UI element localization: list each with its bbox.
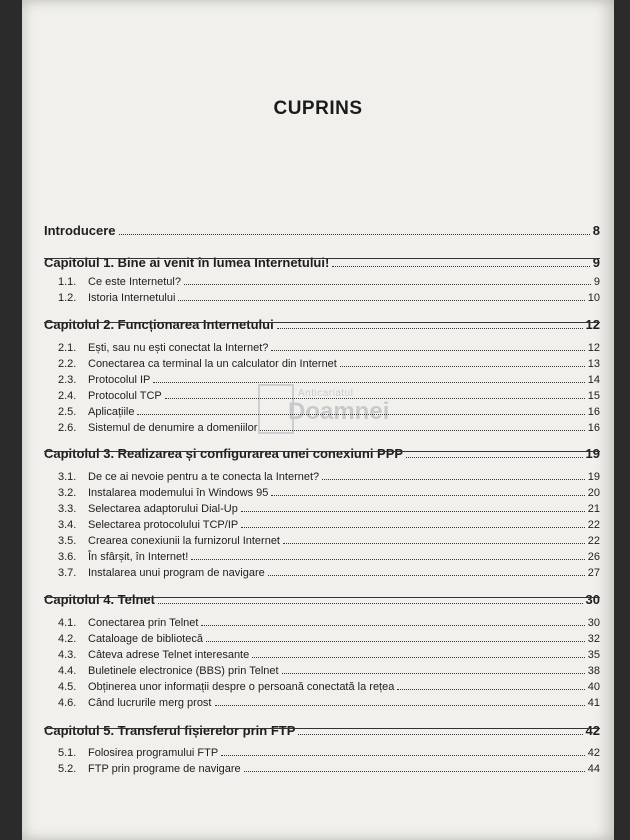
toc-entry-text: Crearea conexiunii la furnizorul Internet [88,535,280,547]
toc-entry-label [58,665,279,677]
toc-entry-label [58,374,150,386]
dot-leader [397,688,584,690]
toc-entry-text: Când lucrurile merg prost [88,697,212,709]
chapter-divider-line [44,597,600,598]
toc-entry-text: Capitolul 3. Realizarea și configurarea unei conexiuni PPP [44,446,404,461]
toc-entry-text: Ce este Internetul? [88,276,181,288]
toc-page-number: 9 [593,276,600,288]
toc-entry-text: Istoria Internetului [88,292,176,304]
toc-page-number: 38 [587,665,600,677]
chapter-divider-line [44,258,600,259]
toc-entry-label [58,276,181,288]
toc-chapter-row [44,316,600,332]
toc-entry-text: Selectarea protocolului TCP/IP [88,519,239,531]
toc-section-row [44,418,600,434]
toc-entry-label [58,292,175,304]
book-page [22,0,614,840]
chapter-divider-line [44,322,600,323]
toc-entry-label [58,763,241,775]
toc-entry-text: Obținerea unor informații despre o persoană conectată la rețea [88,681,395,693]
toc-entry-number: 3.4. [58,519,77,531]
toc-page-number: 42 [587,747,600,759]
toc-entry-label [44,592,155,607]
toc-entry-text: Capitolul 1. Bine ai venit în lumea Internetului! [44,255,330,270]
toc-entry-number: 3.1. [58,471,77,483]
dot-leader [332,265,589,267]
toc-section-row [44,547,600,563]
toc-entry-number: 2.2. [58,358,77,370]
dot-leader [271,494,584,496]
toc-section-row [44,402,600,418]
toc-entry-label [58,471,319,483]
toc-entry-number: 1.2. [58,292,77,304]
toc-section-row [44,629,600,645]
toc-entry-number: 5.1. [58,747,77,759]
toc-section-row [44,613,600,629]
toc-section-row [44,386,600,402]
toc-section-row [44,743,600,759]
toc-page-number: 35 [587,649,600,661]
toc-entry-text: Protocolul TCP [88,390,162,402]
toc-entry-number: 4.6. [58,697,77,709]
toc-page-number: 41 [587,697,600,709]
toc-section-row [44,693,600,709]
toc-entry-number: 2.3. [58,374,77,386]
toc-entry-label [58,519,238,531]
dot-leader [153,381,584,383]
dot-leader [178,299,584,301]
toc-section-row [44,645,600,661]
toc-entry-text: Folosirea programului FTP [88,747,219,759]
dot-leader [268,574,585,576]
toc-entry-label [58,633,203,645]
toc-page-number: 12 [585,317,600,332]
toc-entry-label [58,567,265,579]
toc-page-number: 26 [587,551,600,563]
toc-entry-text: Protocolul IP [88,374,151,386]
toc-entry-number: 2.6. [58,422,77,434]
toc-entry-text: Conectarea ca terminal la un calculator din Internet [88,358,337,370]
dot-leader [206,640,585,642]
toc-page-number: 9 [592,255,600,270]
toc-entry-label [58,358,337,370]
toc-section-row [44,288,600,304]
toc-page-number: 21 [587,503,600,515]
toc-entry-label [58,697,212,709]
toc-page-number: 44 [587,763,600,775]
toc-page-number: 22 [587,535,600,547]
toc-section-row [44,272,600,288]
toc-entry-number: 5.2. [58,763,77,775]
toc-entry-text: Capitolul 2. Funcționarea Internetului [44,317,274,332]
toc-chapter-row [44,591,600,607]
toc-entry-number: 3.5. [58,535,77,547]
toc-page-number: 19 [585,446,600,461]
toc-section-row [44,483,600,499]
toc-entry-number: 4.5. [58,681,77,693]
toc-entry-text: Introducere [44,223,116,238]
toc-entry-label [58,406,134,418]
toc-entry-label [58,422,257,434]
dot-leader [119,233,590,235]
toc-entry-number: 2.5. [58,406,77,418]
page-title: CUPRINS [273,98,363,119]
toc-section-row [44,661,600,677]
dot-leader [244,770,585,772]
toc-section-row [44,563,600,579]
dot-leader [165,397,585,399]
toc-entry-text: Câteva adrese Telnet interesante [88,649,250,661]
toc-section-row [44,531,600,547]
toc-chapter-row [44,445,600,461]
toc-entry-text: Aplicațiile [88,406,135,418]
dot-leader [283,542,585,544]
toc-page-number: 16 [587,406,600,418]
toc-entry-label [58,390,162,402]
toc-entry-number: 1.1. [58,276,77,288]
toc-chapter-row [44,254,600,270]
toc-page-number: 32 [587,633,600,645]
toc-entry-text: Ești, sau nu ești conectat la Internet? [88,342,269,354]
toc-entry-text: Capitolul 4. Telnet [44,592,155,607]
dot-leader [215,704,585,706]
toc-page-number: 30 [587,617,600,629]
toc-entry-number: 4.2. [58,633,77,645]
dot-leader [158,602,583,604]
toc-chapter-row [44,722,600,738]
dot-leader [221,754,585,756]
toc-entry-label [44,723,295,738]
toc-entry-label [58,535,280,547]
toc-entry-number: 4.3. [58,649,77,661]
toc-entry-label [44,446,403,461]
dot-leader [252,656,585,658]
toc-entry-text: Instalarea unui program de navigare [88,567,265,579]
toc-page-number: 22 [587,519,600,531]
toc-section-row [44,354,600,370]
toc-entry-text: Selectarea adaptorului Dial-Up [88,503,238,515]
dot-leader [260,429,584,431]
toc-entry-label [58,617,198,629]
toc-entry-number: 3.6. [58,551,77,563]
toc-section-row [44,467,600,483]
toc-section-row [44,677,600,693]
toc-page-number: 10 [587,292,600,304]
dot-leader [322,478,585,480]
toc-page-number: 15 [587,390,600,402]
toc-entry-number: 3.7. [58,567,77,579]
toc-page-number: 14 [587,374,600,386]
dot-leader [201,624,584,626]
toc-entry-text: De ce ai nevoie pentru a te conecta la Internet? [88,471,320,483]
toc-page-number: 30 [585,592,600,607]
toc-page-number: 16 [587,422,600,434]
dot-leader [298,733,582,735]
toc-entry-label [58,747,218,759]
toc-page-number: 12 [587,342,600,354]
chapter-divider-line [44,728,600,729]
toc-entry-label [58,649,249,661]
dot-leader [277,327,583,329]
toc-entry-number: 3.2. [58,487,77,499]
toc-section-row [44,338,600,354]
dot-leader [241,510,585,512]
toc-page-number: 40 [587,681,600,693]
toc-page-number: 27 [587,567,600,579]
dot-leader [241,526,585,528]
toc-page-number: 13 [587,358,600,370]
toc-entry-number: 4.1. [58,617,77,629]
chapter-divider-line [44,451,600,452]
toc-section-row [44,515,600,531]
toc-entry-number: 4.4. [58,665,77,677]
toc-page-number: 19 [587,471,600,483]
toc-entry-number: 2.4. [58,390,77,402]
toc-section-row [44,370,600,386]
toc-entry-text: În sfârșit, în Internet! [88,551,189,563]
toc-entry-text: Conectarea prin Telnet [88,617,199,629]
toc-chapter-row [44,222,600,238]
toc-entry-label [44,223,116,238]
dot-leader [406,456,582,458]
toc-entry-number: 3.3. [58,503,77,515]
dot-leader [340,365,585,367]
dot-leader [271,349,584,351]
toc-entry-label [58,503,238,515]
toc-entry-text: Sistemul de denumire a domeniilor [88,422,258,434]
toc-entry-text: FTP prin programe de navigare [88,763,241,775]
toc-entry-label [58,681,394,693]
toc-entry-label [58,487,268,499]
dot-leader [282,672,585,674]
toc-page-number: 42 [585,723,600,738]
watermark-line1: Anticariatul [298,388,354,399]
toc-page-number: 20 [587,487,600,499]
dot-leader [184,283,591,285]
dot-leader [137,413,584,415]
dot-leader [191,558,584,560]
toc-section-row [44,499,600,515]
toc-entry-text: Buletinele electronice (BBS) prin Telnet [88,665,279,677]
toc-section-row [44,759,600,775]
toc-entry-label [58,551,188,563]
toc-entry-text: Cataloage de bibliotecă [88,633,203,645]
toc-entry-text: Instalarea modemului în Windows 95 [88,487,269,499]
watermark-line2: Doamnei [288,398,390,425]
toc-entry-text: Capitolul 5. Transferul fișierelor prin FTP [44,723,296,738]
toc-entry-label [58,342,268,354]
toc-entry-label [44,317,274,332]
toc-entry-number: 2.1. [58,342,77,354]
toc-page-number: 8 [592,223,600,238]
